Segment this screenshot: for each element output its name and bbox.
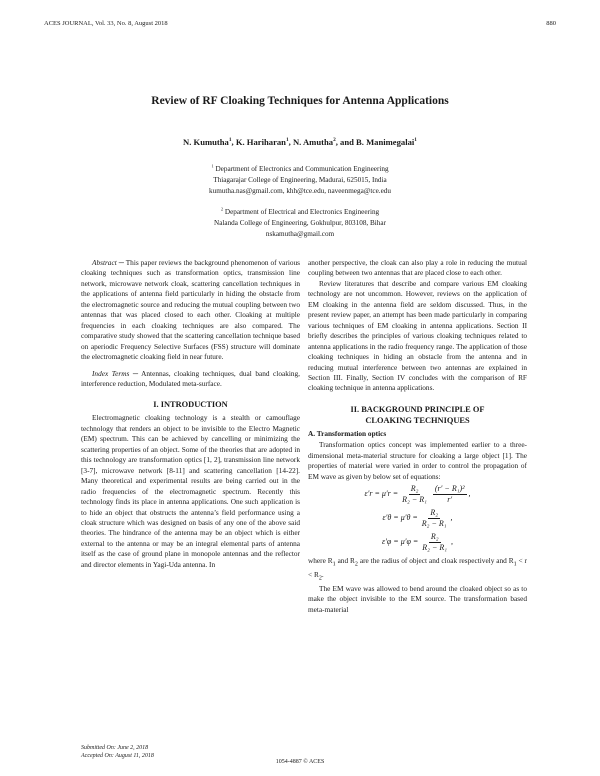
equation-lhs: ε′θ = μ′θ = — [382, 513, 418, 523]
paper-title: Review of RF Cloaking Techniques for Antenna Applications — [151, 95, 449, 107]
affiliation-emails: kumutha.nas@gmail.com, khh@tce.edu, naveenmega@tce.edu — [209, 187, 391, 195]
equation-radial — [308, 484, 527, 505]
transformation-optics-paragraph: Transformation optics concept was implemented earlier to a three-dimensional meta-material structure for cloaking a large object [1]. The properties of material were varied in order to control the propagation of EM wave as given by below set of equations: — [308, 440, 527, 481]
subsection-heading-transformation-optics: A. Transformation optics — [308, 428, 387, 438]
text-run: . — [321, 570, 324, 580]
index-terms-label: Index Terms — [92, 368, 130, 378]
left-column — [81, 258, 300, 570]
author-affiliation-mark: 1 — [414, 137, 417, 144]
review-paragraph: Review literatures that describe and compare various EM cloaking technology are not uncommon. However, reviews on the application of EM cloaking in the antenna field are seldom discussed. Thus, in the present review paper, an attempt has been made particularly in comparing various techniques of EM cloaking in antenna applications. Section II briefly describes the principles of various cloaking techniques related to antenna applications in the radio frequency range. The application of those cloaking techniques in hiding an obstacle from the antenna and in reducing mutual interference between two antennas are explained in Section III. Finally, Section IV concludes with the comparison of RF cloaking technique in antenna applications. — [308, 278, 527, 393]
section-heading-line: II. BACKGROUND PRINCIPLE OF — [350, 404, 485, 414]
affiliation-institution: Nalanda College of Engineering, Gokhulpur, 803108, Bihar — [214, 219, 386, 227]
index-terms — [81, 369, 300, 390]
page-number: 880 — [546, 20, 556, 27]
affiliation-emails: nskamutha@gmail.com — [265, 230, 335, 238]
fraction-numerator: R₂ — [430, 532, 439, 542]
section-heading-line: CLOAKING TECHNIQUES — [365, 415, 470, 425]
text-run: < r < R — [308, 556, 527, 580]
introduction-paragraph: Electromagnetic cloaking technology is a stealth or camouflage technology that renders an object to be invisible to the Electro Magnetic (EM) spectrum. This can be achieved by cancelling or minimizing the scattering properties of an object. Some of the theories that are adopted in this technology are transformation optics [1, 2], transmission line network [3-7], microwave network [8-11] and scattering cancellation [14-22]. Many theoretical and experimental results are being carried out in the radio frequencies of the electromagnetic spectrum. Recently this technology finds its place in antenna applications. One such application is to hide an object that obstructs the antenna’s field performance using a cloak structure which was designed on basis of any one of the above said theories. The hindrance of the antenna may be an object which is either external to the antenna or may be an integral elemental parts of antenna itself as the case of ground plane in monopole antennas and the reflector and director elements in Yagi-Uda antenna. In — [81, 413, 300, 569]
author-separator: , — [231, 137, 236, 147]
fraction — [400, 484, 429, 505]
fraction — [433, 484, 467, 505]
author-name: N. Kumutha — [183, 137, 229, 147]
text-run: where R — [308, 556, 333, 566]
author-separator: , and — [335, 137, 357, 147]
affiliation-department: Department of Electronics and Communication Engineering — [215, 165, 389, 173]
equation-where-clause — [308, 556, 527, 584]
text-run: and R — [335, 556, 355, 566]
author-name: B. Manimegalai — [356, 137, 415, 147]
author-list — [44, 137, 556, 147]
author-separator: , — [288, 137, 293, 147]
equation-comma: , — [468, 489, 471, 499]
section-heading-introduction: I. INTRODUCTION — [153, 400, 228, 410]
index-terms-text: Antennas, cloaking techniques, dual band cloaking, interference reduction, Modulated meta-surface. — [81, 368, 301, 388]
subscript: 1 — [513, 561, 517, 568]
em-wave-paragraph: The EM wave was allowed to bend around the cloaked object so as to make the object invisible to the EM source. The transformation based meta-material — [308, 583, 527, 614]
fraction-denominator: R₂ − R₁ — [421, 519, 447, 529]
section-heading-background — [308, 404, 527, 426]
subscript: 2 — [318, 575, 322, 582]
affiliation-institution: Thiagarajar College of Engineering, Madurai, 625015, India — [213, 176, 387, 184]
affiliation-2 — [44, 207, 556, 240]
author-name: K. Hariharan — [235, 137, 286, 147]
affiliation-1 — [44, 164, 556, 197]
text-run: are the radius of object and cloak respectively and R — [357, 556, 514, 566]
fraction-numerator: R₂ — [410, 484, 419, 494]
fraction-numerator: R₂ — [430, 508, 438, 518]
issn-footer: 1054-4887 © ACES — [275, 759, 325, 765]
abstract-text: This paper reviews the background phenomenon of various cloaking techniques such as transformation optics, transmission line network, microwave network cloak, scattering cancellation techniques in the applications of antenna field particularly in hiding the obstacle from the electromagnetic source and reducing the mutual coupling between two antennas that was placed closed to each other. Cloaking at multiple frequencies in each cloaking techniques are also compared. The comparative study showed that the scattering cancellation technique based on aperiodic Frequency Selective Surfaces (FSS) structure will dominate the electromagnetic cloaking field in near future. — [81, 258, 300, 362]
fraction-denominator: R₂ − R₁ — [422, 543, 448, 553]
author-affiliation-mark: 1 — [285, 137, 289, 144]
submission-dates — [81, 744, 154, 760]
right-column — [308, 258, 527, 615]
abstract-dash: ─ — [116, 258, 126, 267]
author-affiliation-mark: 2 — [333, 137, 336, 144]
abstract-label: Abstract — [92, 258, 117, 267]
subscript: 1 — [332, 561, 336, 568]
affiliation-department: Department of Electrical and Electronics Engineering — [224, 208, 380, 216]
accepted-date: Accepted On: August 11, 2018 — [81, 753, 154, 759]
equation-comma: , — [450, 513, 453, 523]
journal-header: ACES JOURNAL, Vol. 33, No. 8, August 2018 — [44, 20, 168, 27]
fraction-denominator: r′ — [447, 495, 453, 505]
equation-lhs: ε′φ = μ′φ = — [381, 537, 419, 547]
affiliation-mark: 2 — [220, 206, 224, 212]
equation-theta — [308, 508, 527, 529]
equation-phi — [308, 532, 527, 553]
author-name: N. Amutha — [292, 137, 334, 147]
equation-comma: , — [451, 537, 454, 547]
equation-lhs: ε′r = μ′r = — [364, 489, 399, 499]
subscript: 2 — [354, 561, 358, 568]
index-terms-dash: ─ — [129, 368, 142, 378]
author-affiliation-mark: 1 — [228, 137, 232, 144]
abstract — [81, 258, 300, 363]
affiliation-mark: 1 — [211, 163, 214, 169]
fraction-numerator: (r′ − R₁)² — [434, 484, 465, 494]
submitted-date: Submitted On: June 2, 2018 — [81, 745, 149, 751]
intro-continued-paragraph: another perspective, the cloak can also play a role in reducing the mutual coupling between two antennas that are placed close to each other. — [308, 258, 527, 278]
fraction — [420, 508, 449, 529]
fraction-denominator: R₂ − R₁ — [402, 495, 427, 505]
fraction — [420, 532, 449, 553]
